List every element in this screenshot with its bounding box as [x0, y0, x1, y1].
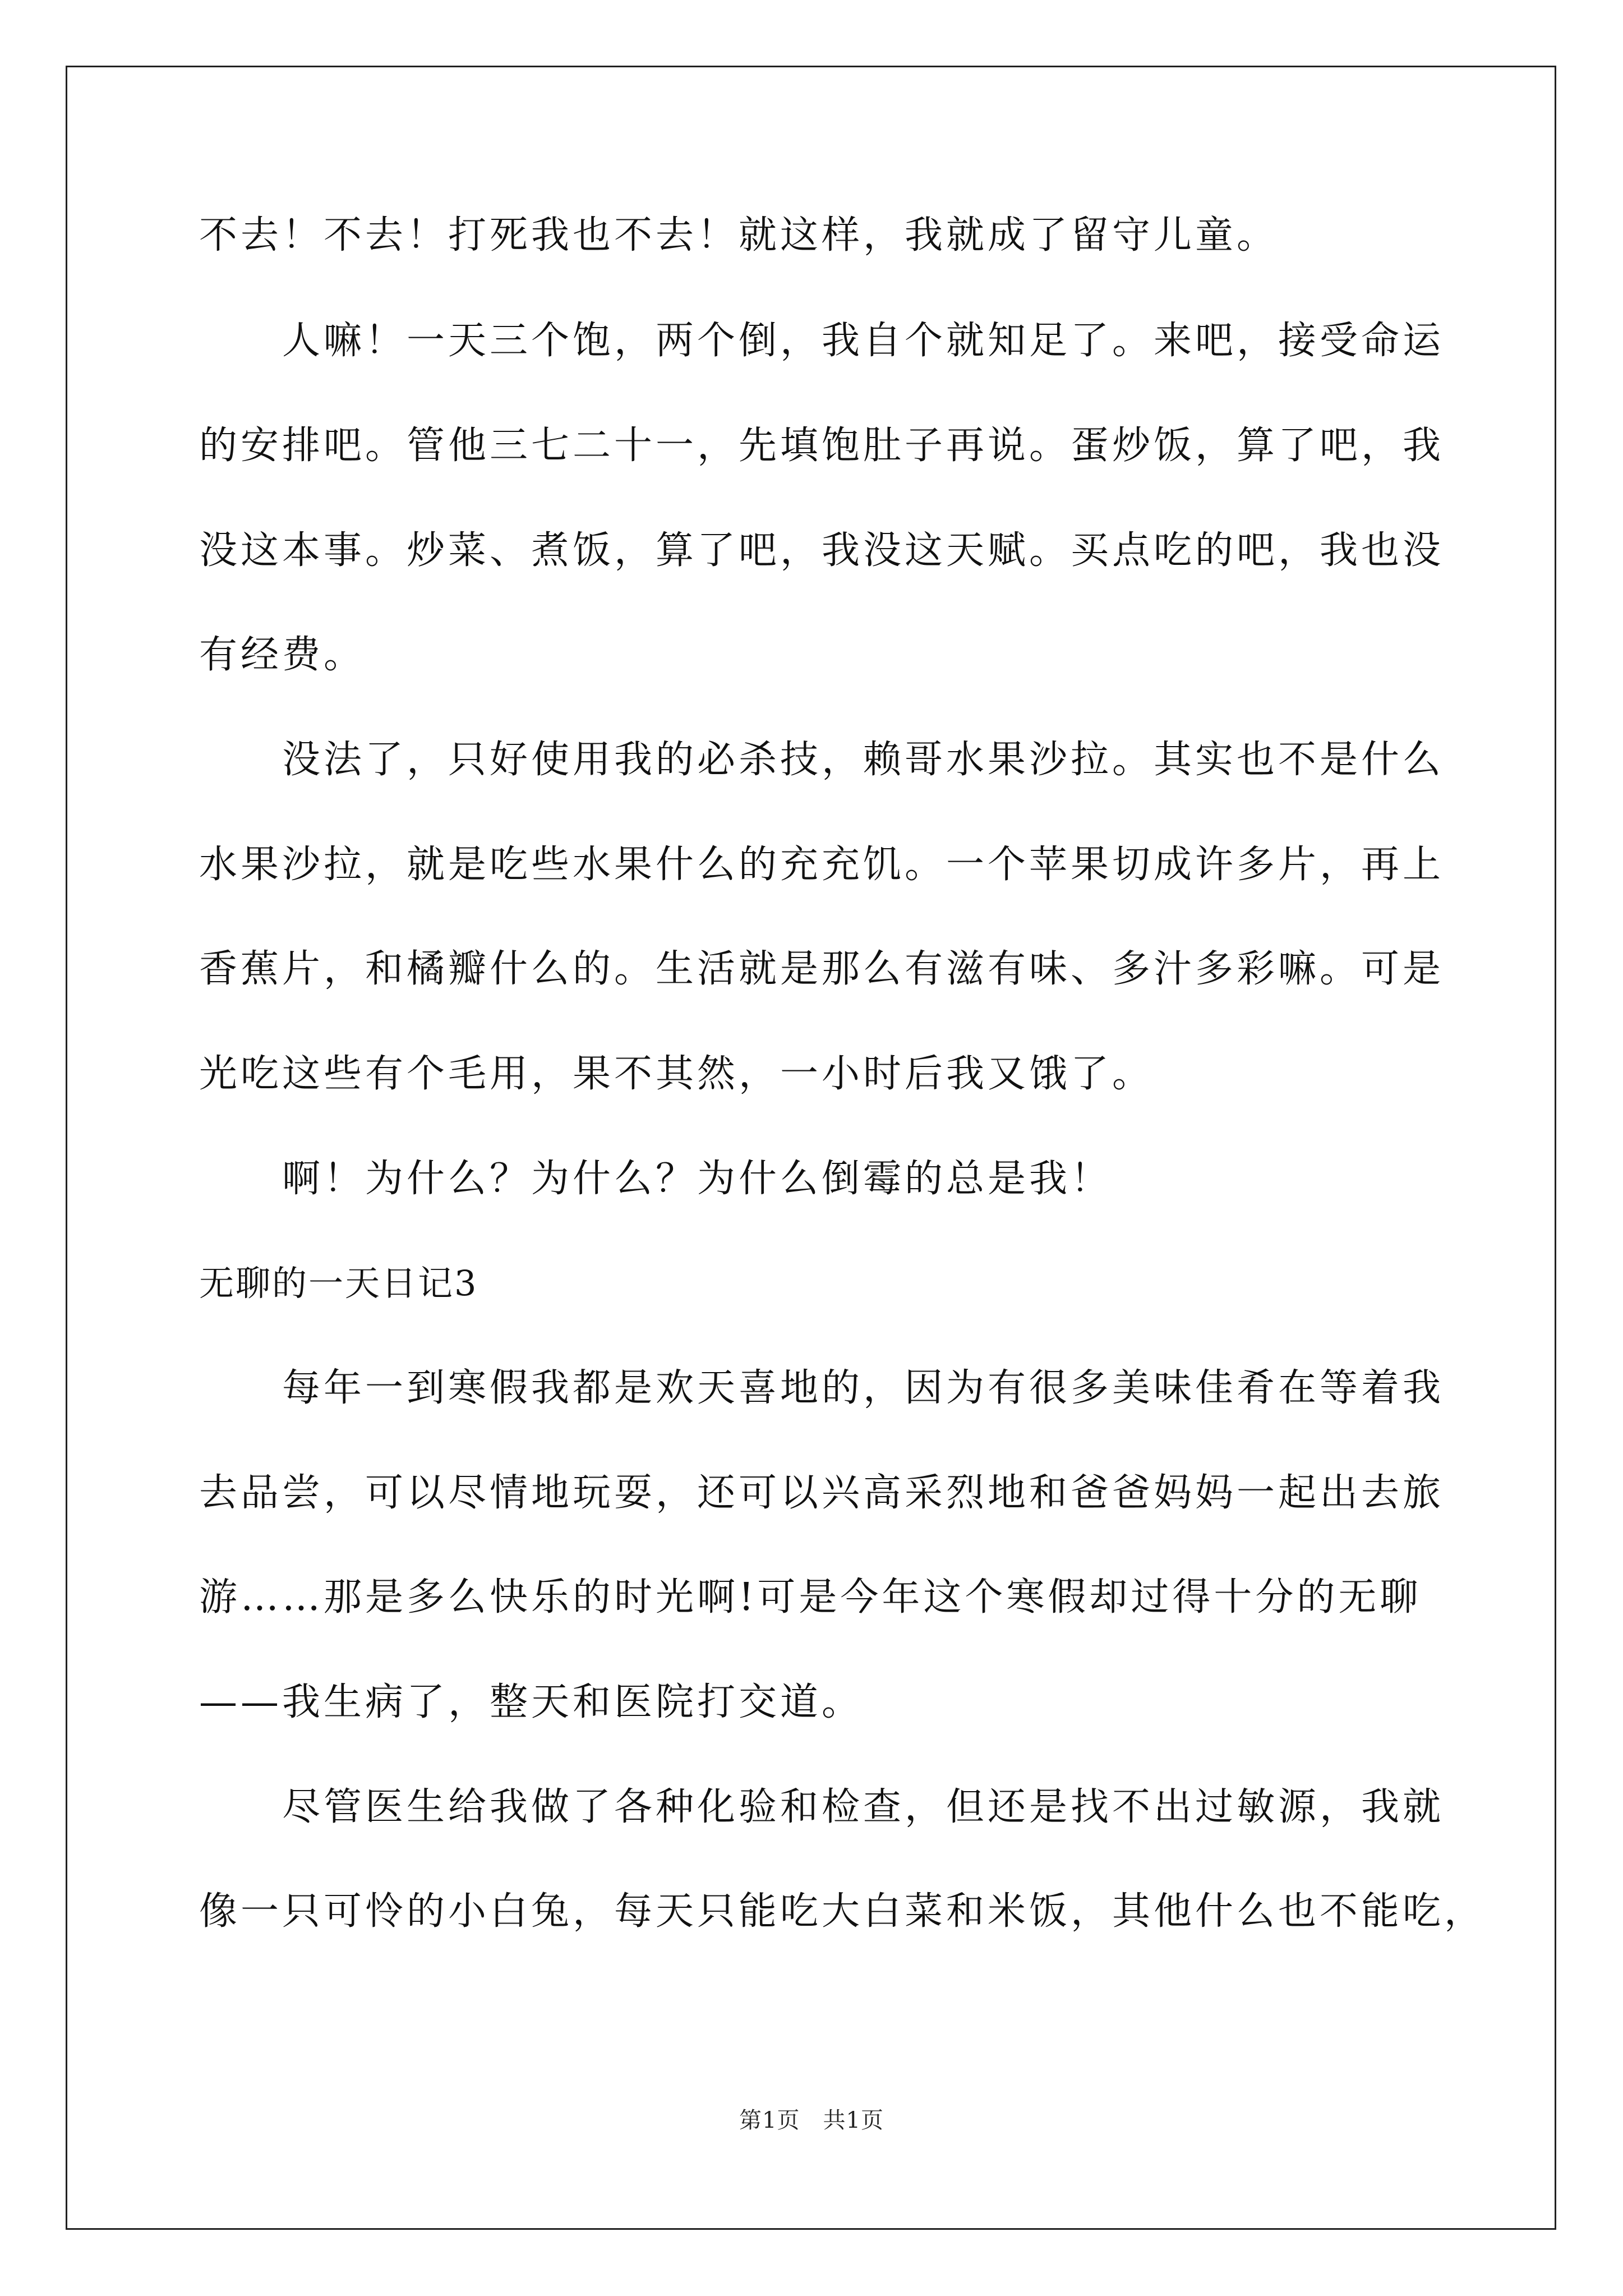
page-footer: 第1页 共1页	[739, 2108, 884, 2133]
text-line: 游……那是多么快乐的时光啊!可是今年这个寒假却过得十分的无聊	[199, 1575, 1422, 1619]
text-line: 人嘛！一天三个饱，两个倒，我自个就知足了。来吧，接受命运	[282, 319, 1445, 363]
text-line: 的安排吧。管他三七二十一，先填饱肚子再说。蛋炒饭，算了吧，我	[199, 424, 1445, 468]
text-line: 水果沙拉，就是吃些水果什么的充充饥。一个苹果切成许多片，再上	[199, 843, 1445, 887]
text-line: 啊！为什么？为什么？为什么倒霉的总是我！	[282, 1157, 1113, 1201]
text-line: 像一只可怜的小白兔，每天只能吃大白菜和米饭，其他什么也不能吃，	[199, 1889, 1486, 1934]
text-line: 没这本事。炒菜、煮饭，算了吧，我没这天赋。买点吃的吧，我也没	[199, 528, 1445, 573]
text-line: 光吃这些有个毛用，果不其然，一小时后我又饿了。	[199, 1052, 1154, 1096]
text-line: ——我生病了，整天和医院打交道。	[199, 1680, 864, 1724]
text-line: 去品尝，可以尽情地玩耍，还可以兴高采烈地和爸爸妈妈一起出去旅	[199, 1471, 1445, 1515]
text-line: 没法了，只好使用我的必杀技，赖哥水果沙拉。其实也不是什么	[282, 738, 1445, 782]
text-line: 每年一到寒假我都是欢天喜地的，因为有很多美味佳肴在等着我	[282, 1366, 1445, 1410]
text-line: 香蕉片，和橘瓣什么的。生活就是那么有滋有味、多汁多彩嘛。可是	[199, 947, 1445, 991]
section-heading: 无聊的一天日记3	[199, 1263, 478, 1304]
text-line: 不去！不去！打死我也不去！就这样，我就成了留守儿童。	[199, 213, 1279, 257]
text-line: 尽管医生给我做了各种化验和检查，但还是找不出过敏源，我就	[282, 1785, 1445, 1829]
text-line: 有经费。	[199, 633, 366, 677]
